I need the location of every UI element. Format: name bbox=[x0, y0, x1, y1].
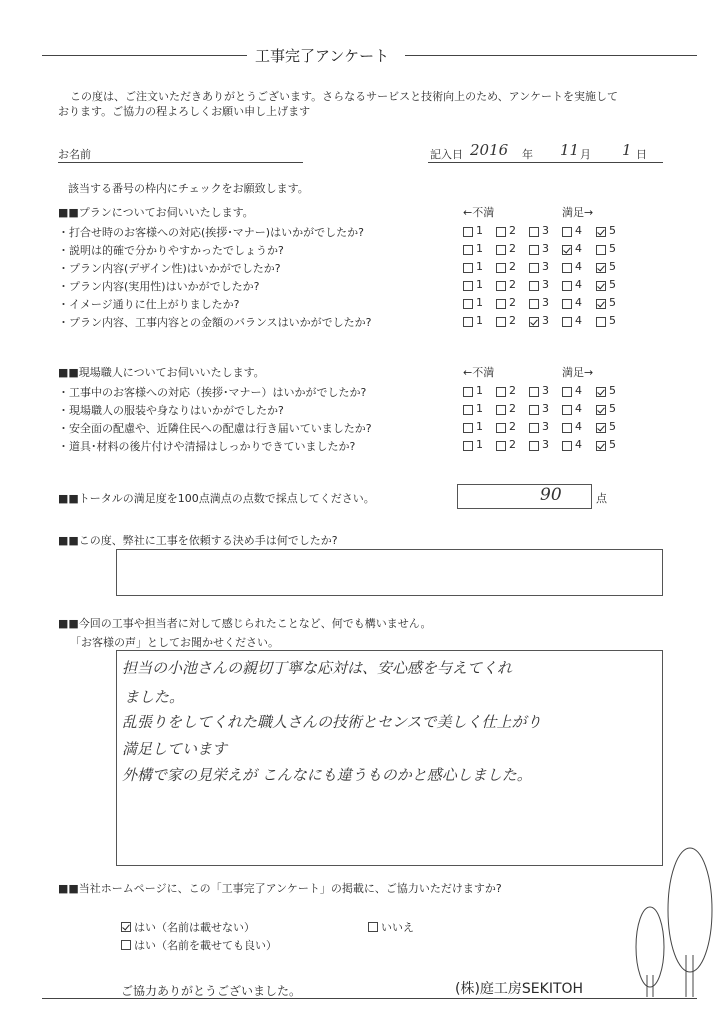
rating-checkbox-4[interactable] bbox=[562, 263, 572, 273]
consent-no-checkbox[interactable] bbox=[368, 922, 378, 932]
date-year-value[interactable]: 2016 bbox=[470, 141, 509, 159]
homepage-consent-label: ■■当社ホームページに、この「工事完了アンケート」の掲載に、ご協力いただけますか? bbox=[58, 882, 502, 895]
consent-yes-named-checkbox[interactable] bbox=[121, 940, 131, 950]
rating-option-label: 4 bbox=[575, 296, 582, 309]
question-text: ・イメージ通りに仕上がりましたか? bbox=[58, 298, 240, 311]
rating-checkbox-4[interactable] bbox=[562, 299, 572, 309]
rating-option-label: 2 bbox=[509, 278, 516, 291]
rating-checkbox-4[interactable] bbox=[562, 245, 572, 255]
rating-option-label: 1 bbox=[476, 224, 483, 237]
rating-option-label: 2 bbox=[509, 242, 516, 255]
voice-label-1: ■■今回の工事や担当者に対して感じられたことなど、何でも構いません。 bbox=[58, 617, 432, 630]
consent-no-label: いいえ bbox=[381, 921, 414, 934]
rating-option-label: 1 bbox=[476, 242, 483, 255]
question-text: ・打合せ時のお客様への対応(挨拶･マナー)はいかがでしたか? bbox=[58, 226, 364, 239]
rating-checkbox-4[interactable] bbox=[562, 387, 572, 397]
rating-checkbox-2[interactable] bbox=[496, 263, 506, 273]
rating-option-label: 2 bbox=[509, 224, 516, 237]
rating-checkbox-1[interactable] bbox=[463, 227, 473, 237]
rating-option-label: 1 bbox=[476, 384, 483, 397]
rating-checkbox-1[interactable] bbox=[463, 281, 473, 291]
section1-header: ■■プランについてお伺いいたします。 bbox=[58, 206, 254, 219]
rating-option-label: 4 bbox=[575, 420, 582, 433]
rating-option-label: 4 bbox=[575, 260, 582, 273]
rating-checkbox-5[interactable] bbox=[596, 263, 606, 273]
rating-checkbox-3[interactable] bbox=[529, 423, 539, 433]
rating-option-label: 4 bbox=[575, 242, 582, 255]
voice-line-5: 外構で家の見栄えが こんなにも違うものかと感心しました。 bbox=[122, 766, 532, 784]
rating-option-label: 5 bbox=[609, 420, 616, 433]
rating-checkbox-1[interactable] bbox=[463, 317, 473, 327]
rating-option-label: 1 bbox=[476, 438, 483, 451]
form-title: 工事完了アンケート bbox=[255, 47, 390, 65]
rating-option-label: 1 bbox=[476, 420, 483, 433]
rating-option-label: 5 bbox=[609, 224, 616, 237]
rating-option-label: 5 bbox=[609, 278, 616, 291]
deciding-factor-label: ■■この度、弊社に工事を依頼する決め手は何でしたか? bbox=[58, 534, 338, 547]
consent-yes-anonymous-checkbox[interactable] bbox=[121, 922, 131, 932]
thanks-text: ご協力ありがとうございました。 bbox=[121, 984, 302, 998]
rating-checkbox-4[interactable] bbox=[562, 441, 572, 451]
rating-option-label: 5 bbox=[609, 296, 616, 309]
rating-checkbox-5[interactable] bbox=[596, 441, 606, 451]
company-name: (株)庭工房SEKITOH bbox=[455, 981, 584, 997]
intro-line-1: この度は、ご注文いただきありがとうございます。さらなるサービスと技術向上のため、アンケートを実施して bbox=[70, 90, 619, 103]
total-score-box[interactable] bbox=[457, 484, 592, 509]
rating-option-label: 3 bbox=[542, 438, 549, 451]
rating-option-label: 3 bbox=[542, 420, 549, 433]
title-rule-left bbox=[42, 55, 247, 56]
rating-option-label: 5 bbox=[609, 438, 616, 451]
rating-option-label: 3 bbox=[542, 224, 549, 237]
rating-option-label: 3 bbox=[542, 242, 549, 255]
question-text: ・現場職人の服装や身なりはいかがでしたか? bbox=[58, 404, 284, 417]
rating-option-label: 3 bbox=[542, 296, 549, 309]
rating-checkbox-1[interactable] bbox=[463, 245, 473, 255]
rating-checkbox-3[interactable] bbox=[529, 387, 539, 397]
date-month-unit: 月 bbox=[580, 148, 591, 161]
rating-option-label: 2 bbox=[509, 384, 516, 397]
total-score-value: 90 bbox=[540, 485, 562, 505]
voice-label-2: 「お客様の声」としてお聞かせください。 bbox=[70, 636, 279, 649]
scale-high-label: 満足→ bbox=[562, 206, 594, 219]
rating-checkbox-2[interactable] bbox=[496, 281, 506, 291]
rating-option-label: 5 bbox=[609, 384, 616, 397]
voice-line-4: 満足しています bbox=[122, 740, 228, 758]
deciding-factor-box[interactable] bbox=[116, 549, 663, 596]
date-field-rule bbox=[428, 162, 663, 163]
instruction-text: 該当する番号の枠内にチェックをお願致します。 bbox=[68, 182, 309, 195]
voice-line-2: ました。 bbox=[124, 688, 185, 706]
consent-yes-anonymous-label: はい（名前は載せない） bbox=[134, 921, 255, 934]
rating-option-label: 5 bbox=[609, 314, 616, 327]
voice-line-1: 担当の小池さんの親切丁寧な応対は、安心感を与えてくれ bbox=[122, 659, 513, 677]
rating-checkbox-2[interactable] bbox=[496, 441, 506, 451]
date-day-unit: 日 bbox=[636, 148, 647, 161]
rating-checkbox-2[interactable] bbox=[496, 405, 506, 415]
rating-checkbox-3[interactable] bbox=[529, 227, 539, 237]
rating-checkbox-5[interactable] bbox=[596, 227, 606, 237]
date-year-unit: 年 bbox=[522, 148, 533, 161]
title-rule-right bbox=[405, 55, 697, 56]
rating-checkbox-3[interactable] bbox=[529, 317, 539, 327]
rating-checkbox-5[interactable] bbox=[596, 317, 606, 327]
rating-option-label: 3 bbox=[542, 314, 549, 327]
rating-option-label: 3 bbox=[542, 402, 549, 415]
total-score-unit: 点 bbox=[596, 492, 607, 505]
rating-checkbox-1[interactable] bbox=[463, 423, 473, 433]
scale-low-label: ←不満 bbox=[463, 206, 495, 219]
scale-low-label-2: ←不満 bbox=[463, 366, 495, 379]
rating-checkbox-5[interactable] bbox=[596, 245, 606, 255]
rating-checkbox-4[interactable] bbox=[562, 317, 572, 327]
rating-checkbox-3[interactable] bbox=[529, 245, 539, 255]
rating-checkbox-1[interactable] bbox=[463, 263, 473, 273]
tree-illustration-icon bbox=[620, 835, 720, 1000]
rating-option-label: 4 bbox=[575, 384, 582, 397]
name-label: お名前 bbox=[58, 148, 91, 161]
rating-option-label: 4 bbox=[575, 278, 582, 291]
rating-option-label: 2 bbox=[509, 260, 516, 273]
rating-option-label: 5 bbox=[609, 242, 616, 255]
question-text: ・道具･材料の後片付けや清掃はしっかりできていましたか? bbox=[58, 440, 356, 453]
question-text: ・プラン内容、工事内容との金額のバランスはいかがでしたか? bbox=[58, 316, 372, 329]
rating-checkbox-2[interactable] bbox=[496, 423, 506, 433]
rating-checkbox-4[interactable] bbox=[562, 227, 572, 237]
rating-checkbox-2[interactable] bbox=[496, 387, 506, 397]
voice-line-3: 乱張りをしてくれた職人さんの技術とセンスで美しく仕上がり bbox=[122, 713, 542, 731]
rating-option-label: 1 bbox=[476, 260, 483, 273]
rating-checkbox-2[interactable] bbox=[496, 317, 506, 327]
total-score-label: ■■トータルの満足度を100点満点の点数で採点してください。 bbox=[58, 492, 375, 505]
rating-checkbox-4[interactable] bbox=[562, 423, 572, 433]
rating-option-label: 3 bbox=[542, 260, 549, 273]
rating-option-label: 4 bbox=[575, 402, 582, 415]
name-field[interactable] bbox=[58, 162, 303, 163]
rating-option-label: 4 bbox=[575, 224, 582, 237]
rating-checkbox-3[interactable] bbox=[529, 281, 539, 291]
rating-option-label: 2 bbox=[509, 438, 516, 451]
rating-option-label: 2 bbox=[509, 402, 516, 415]
rating-checkbox-1[interactable] bbox=[463, 387, 473, 397]
rating-checkbox-4[interactable] bbox=[562, 405, 572, 415]
rating-checkbox-3[interactable] bbox=[529, 441, 539, 451]
rating-checkbox-5[interactable] bbox=[596, 281, 606, 291]
rating-checkbox-5[interactable] bbox=[596, 405, 606, 415]
rating-option-label: 1 bbox=[476, 296, 483, 309]
rating-checkbox-1[interactable] bbox=[463, 299, 473, 309]
rating-checkbox-5[interactable] bbox=[596, 387, 606, 397]
rating-option-label: 1 bbox=[476, 402, 483, 415]
footer-rule bbox=[42, 998, 697, 999]
rating-option-label: 4 bbox=[575, 314, 582, 327]
question-text: ・説明は的確で分かりやすかったでしょうか? bbox=[58, 244, 284, 257]
rating-checkbox-3[interactable] bbox=[529, 405, 539, 415]
rating-checkbox-2[interactable] bbox=[496, 299, 506, 309]
intro-line-2: おります。ご協力の程よろしくお願い申し上げます bbox=[58, 105, 311, 118]
rating-checkbox-2[interactable] bbox=[496, 227, 506, 237]
rating-option-label: 5 bbox=[609, 260, 616, 273]
rating-checkbox-5[interactable] bbox=[596, 423, 606, 433]
consent-yes-named-label: はい（名前を載せても良い） bbox=[134, 939, 277, 952]
question-text: ・工事中のお客様への対応（挨拶･マナー）はいかがでしたか? bbox=[58, 386, 367, 399]
rating-checkbox-4[interactable] bbox=[562, 281, 572, 291]
question-text: ・安全面の配慮や、近隣住民への配慮は行き届いていましたか? bbox=[58, 422, 372, 435]
rating-checkbox-1[interactable] bbox=[463, 405, 473, 415]
rating-checkbox-2[interactable] bbox=[496, 245, 506, 255]
rating-checkbox-5[interactable] bbox=[596, 299, 606, 309]
question-text: ・プラン内容(デザイン性)はいかがでしたか? bbox=[58, 262, 281, 275]
rating-checkbox-1[interactable] bbox=[463, 441, 473, 451]
rating-option-label: 5 bbox=[609, 402, 616, 415]
rating-option-label: 3 bbox=[542, 384, 549, 397]
date-label: 記入日 bbox=[430, 148, 463, 161]
rating-option-label: 1 bbox=[476, 278, 483, 291]
scale-high-label-2: 満足→ bbox=[562, 366, 594, 379]
rating-option-label: 1 bbox=[476, 314, 483, 327]
rating-option-label: 4 bbox=[575, 438, 582, 451]
date-day-value[interactable]: 1 bbox=[622, 141, 632, 159]
question-text: ・プラン内容(実用性)はいかがでしたか? bbox=[58, 280, 260, 293]
section2-header: ■■現場職人についてお伺いいたします。 bbox=[58, 366, 265, 379]
rating-option-label: 2 bbox=[509, 296, 516, 309]
rating-option-label: 3 bbox=[542, 278, 549, 291]
date-month-value[interactable]: 11 bbox=[560, 141, 580, 159]
rating-option-label: 2 bbox=[509, 420, 516, 433]
rating-checkbox-3[interactable] bbox=[529, 299, 539, 309]
rating-checkbox-3[interactable] bbox=[529, 263, 539, 273]
rating-option-label: 2 bbox=[509, 314, 516, 327]
